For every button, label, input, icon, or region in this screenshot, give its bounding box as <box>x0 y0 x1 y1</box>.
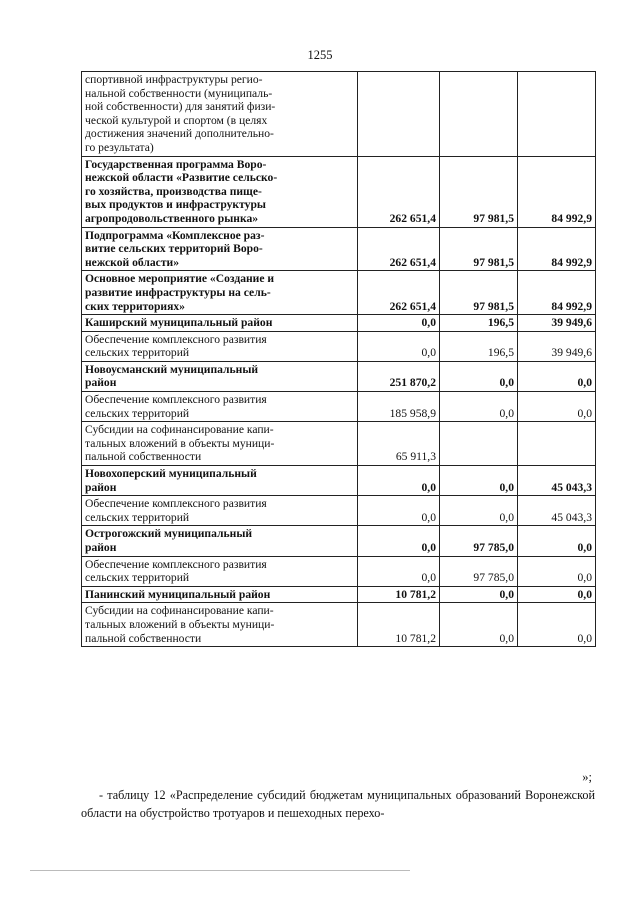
row-name-cell: Каширский муниципальный район <box>82 315 358 332</box>
table-row <box>82 331 596 361</box>
value-cell-1: 0,0 <box>358 331 440 361</box>
value-cell-3 <box>518 422 596 466</box>
value-cell-1: 65 911,3 <box>358 422 440 466</box>
value-cell-1: 0,0 <box>358 526 440 556</box>
value-cell-3: 84 992,9 <box>518 156 596 227</box>
table-row-total <box>82 361 596 391</box>
value-cell-2: 0,0 <box>440 392 518 422</box>
value-cell-3: 0,0 <box>518 603 596 647</box>
value-cell-1: 0,0 <box>358 556 440 586</box>
row-name-cell: спортивной инфраструктуры регио- нальной собственности (муниципаль- ной собственности) для занятий физи- ческой культурой и спортом (в целях достижения значений дополнительно- го результата) <box>82 72 358 157</box>
value-cell-2: 196,5 <box>440 315 518 332</box>
value-cell-3: 45 043,3 <box>518 466 596 496</box>
value-cell-2: 0,0 <box>440 586 518 603</box>
row-name-cell: Обеспечение комплексного развития сельских территорий <box>82 556 358 586</box>
value-cell-3: 0,0 <box>518 586 596 603</box>
value-cell-3: 84 992,9 <box>518 227 596 271</box>
row-name-cell: Новохоперский муниципальный район <box>82 466 358 496</box>
table-row-total <box>82 315 596 332</box>
value-cell-1: 10 781,2 <box>358 586 440 603</box>
value-cell-1: 0,0 <box>358 496 440 526</box>
value-cell-2 <box>440 72 518 157</box>
table-row <box>82 603 596 647</box>
value-cell-1 <box>358 72 440 157</box>
table-row <box>82 392 596 422</box>
closing-quote: »; <box>582 770 592 784</box>
row-name-cell: Подпрограмма «Комплексное раз- витие сельских территорий Воро- нежской области» <box>82 227 358 271</box>
value-cell-2: 97 981,5 <box>440 271 518 315</box>
row-name-cell: Панинский муниципальный район <box>82 586 358 603</box>
table-row-total <box>82 271 596 315</box>
row-name-cell: Государственная программа Воро- нежской области «Развитие сельско- го хозяйства, производства пище- вых продуктов и инфраструктуры агропродовольственного рынка» <box>82 156 358 227</box>
budget-table <box>81 71 596 647</box>
row-name-cell: Острогожский муниципальный район <box>82 526 358 556</box>
value-cell-2: 97 981,5 <box>440 227 518 271</box>
value-cell-2: 0,0 <box>440 466 518 496</box>
value-cell-3: 39 949,6 <box>518 315 596 332</box>
value-cell-1: 0,0 <box>358 315 440 332</box>
table-row <box>82 422 596 466</box>
value-cell-1: 185 958,9 <box>358 392 440 422</box>
row-name-cell: Обеспечение комплексного развития сельских территорий <box>82 392 358 422</box>
table-row-total <box>82 586 596 603</box>
value-cell-1: 262 651,4 <box>358 156 440 227</box>
row-name-cell: Основное мероприятие «Создание и развитие инфраструктуры на сель- ских территориях» <box>82 271 358 315</box>
table-row <box>82 72 596 157</box>
table-row-total <box>82 156 596 227</box>
value-cell-3 <box>518 72 596 157</box>
value-cell-3: 84 992,9 <box>518 271 596 315</box>
row-name-cell: Обеспечение комплексного развития сельских территорий <box>82 331 358 361</box>
value-cell-1: 251 870,2 <box>358 361 440 391</box>
page-number: 1255 <box>307 48 333 62</box>
value-cell-2: 0,0 <box>440 603 518 647</box>
table-row-total <box>82 227 596 271</box>
value-cell-3: 0,0 <box>518 556 596 586</box>
table-row <box>82 496 596 526</box>
value-cell-3: 45 043,3 <box>518 496 596 526</box>
value-cell-2: 97 981,5 <box>440 156 518 227</box>
value-cell-1: 10 781,2 <box>358 603 440 647</box>
value-cell-1: 262 651,4 <box>358 271 440 315</box>
value-cell-3: 0,0 <box>518 361 596 391</box>
table-row-total <box>82 466 596 496</box>
value-cell-2: 0,0 <box>440 361 518 391</box>
budget-table-body <box>82 72 596 647</box>
table-row <box>82 556 596 586</box>
value-cell-2: 97 785,0 <box>440 526 518 556</box>
value-cell-3: 0,0 <box>518 526 596 556</box>
row-name-cell: Субсидии на софинансирование капи- тальных вложений в объекты муници- пальной собственности <box>82 422 358 466</box>
value-cell-2: 196,5 <box>440 331 518 361</box>
value-cell-1: 0,0 <box>358 466 440 496</box>
value-cell-2: 97 785,0 <box>440 556 518 586</box>
value-cell-3: 0,0 <box>518 392 596 422</box>
value-cell-2: 0,0 <box>440 496 518 526</box>
value-cell-2 <box>440 422 518 466</box>
footer-rule <box>30 870 410 871</box>
row-name-cell: Новоусманский муниципальный район <box>82 361 358 391</box>
value-cell-3: 39 949,6 <box>518 331 596 361</box>
row-name-cell: Обеспечение комплексного развития сельских территорий <box>82 496 358 526</box>
table-row-total <box>82 526 596 556</box>
value-cell-1: 262 651,4 <box>358 227 440 271</box>
next-paragraph: - таблицу 12 «Распределение субсидий бюджетам муниципальных образований Воронежской области на обустройство тротуаров и пешеходных перехо- <box>81 788 595 820</box>
row-name-cell: Субсидии на софинансирование капи- тальных вложений в объекты муници- пальной собственности <box>82 603 358 647</box>
